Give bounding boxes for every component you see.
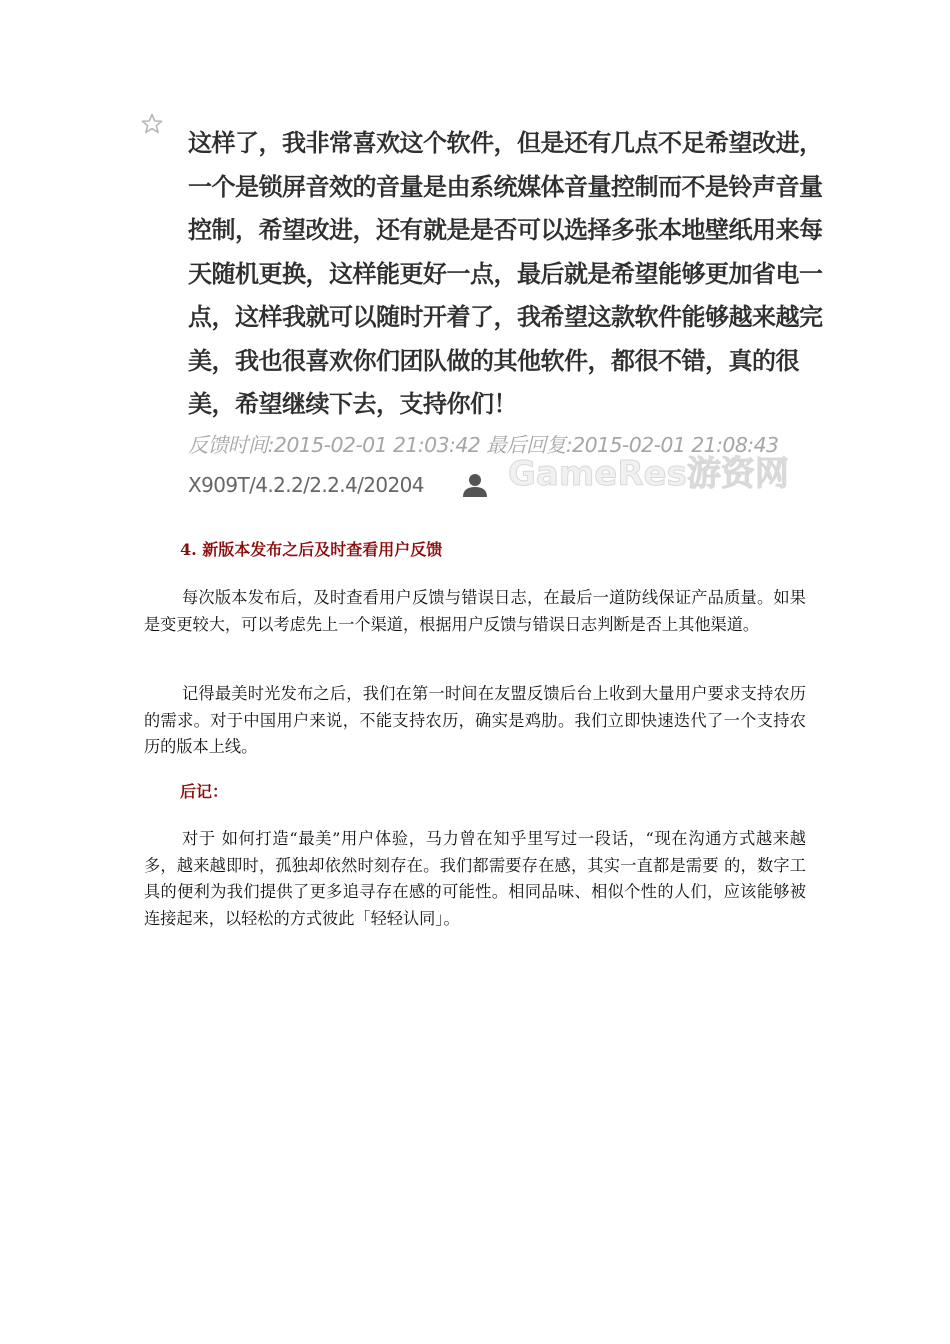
last-reply-time: 最后回复:2015-02-01 21:08:43: [486, 433, 779, 457]
feedback-time: 反馈时间:2015-02-01 21:03:42: [188, 433, 481, 457]
feedback-body-text: 这样了，我非常喜欢这个软件，但是还有几点不足希望改进，一个是锁屏音效的音量是由系统媒体音量控制而不是铃声音量控制，希望改进，还有就是是否可以选择多张本地壁纸用来每天随机更换，这样能更好一点，最后就是希望能够更加省电一点，这样我就可以随时开着了，我希望这款软件能够越来越完美，我也很喜欢你们团队做的其他软件，都很不错，真的很美，希望继续下去，支持你们！: [188, 129, 823, 418]
feedback-screenshot: [140, 108, 840, 508]
afterword-heading: 后记：: [180, 782, 229, 801]
watermark-logo: GameRes游资网: [508, 454, 789, 494]
section-heading: 4. 新版本发布之后及时查看用户反馈: [180, 540, 443, 559]
paragraph-afterword: 对于 如何打造“最美”用户体验，马力曾在知乎里写过一段话，“现在沟通方式越来越多，越来越即时，孤独却依然时刻存在。我们都需要存在感，其实一直都是需要 的，数字工具的便利为我们提供了更多追寻存在感的可能性。相同品味、相似个性的人们，应该能够被连接起来，以轻松的方式彼此「轻轻认同」。: [144, 829, 806, 928]
paragraph-lunar-calendar: 记得最美时光发布之后，我们在第一时间在友盟反馈后台上收到大量用户要求支持农历的需求。对于中国用户来说，不能支持农历，确实是鸡肋。我们立即快速迭代了一个支持农历的版本上线。: [144, 684, 806, 756]
star-icon[interactable]: [140, 112, 164, 136]
device-info: X909T/4.2.2/2.2.4/20204: [188, 473, 424, 497]
user-icon[interactable]: [462, 472, 488, 498]
paragraph-feedback-check: 每次版本发布后，及时查看用户反馈与错误日志，在最后一道防线保证产品质量。如果是变更较大，可以考虑先上一个渠道，根据用户反馈与错误日志判断是否上其他渠道。: [144, 588, 806, 634]
